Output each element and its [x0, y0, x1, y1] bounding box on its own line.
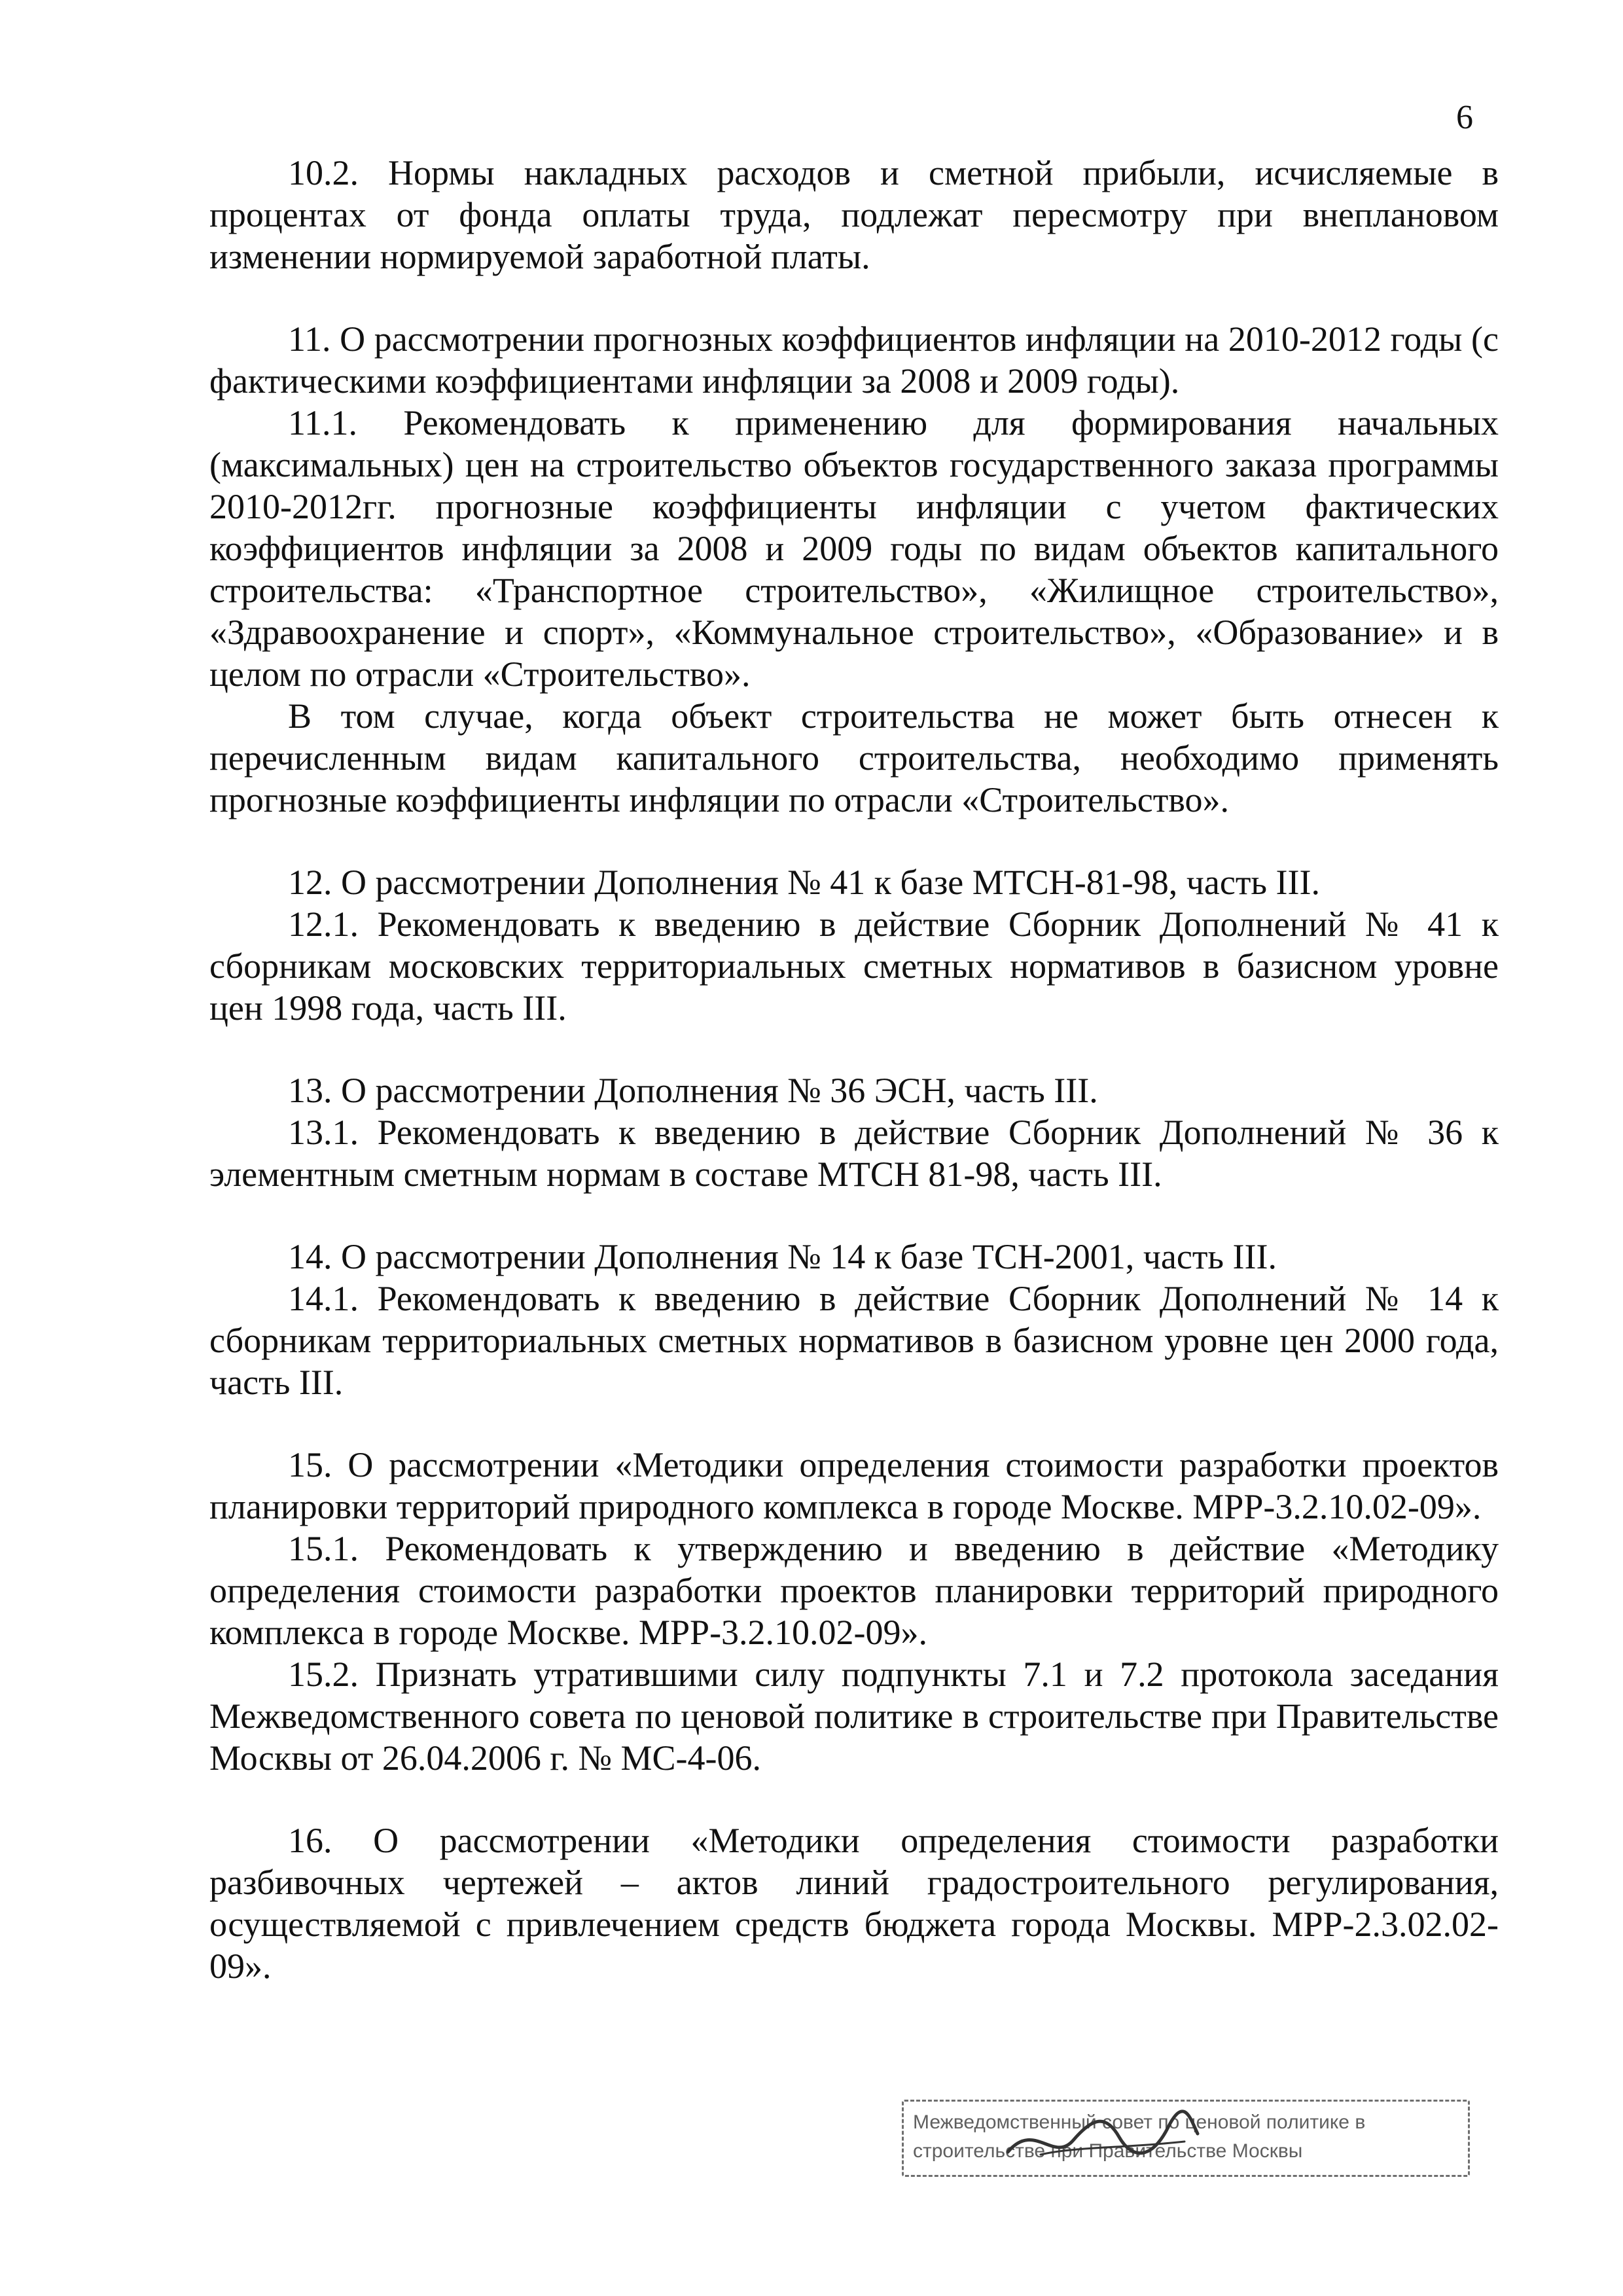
section-spacer	[209, 1779, 1499, 1820]
paragraph-11-1: 11.1. Рекомендовать к применению для формирования начальных (максимальных) цен на строительство объектов государственного заказа программы 2010-2012гг. прогнозные коэффициенты инфляции с учетом фактических коэффициентов инфляции за 2008 и 2009 годы по видам объектов капитального строительства: «Транспортное строительство», «Жилищное строительство», «Здравоохранение и спорт», «Коммунальное строительство», «Образование» и в целом по отрасли «Строительство».	[209, 403, 1499, 694]
paragraph-15: 15. О рассмотрении «Методики определения стоимости разработки проектов планировки территорий природного комплекса в городе Москве. МРР-3.2.10.02-09».	[209, 1445, 1499, 1526]
page-number: 6	[1456, 99, 1473, 136]
paragraph-14: 14. О рассмотрении Дополнения № 14 к базе ТСН-2001, часть III.	[288, 1237, 1277, 1276]
stamp-line-2: строительстве при Правительстве Москвы	[913, 2140, 1303, 2162]
section-spacer	[209, 278, 1499, 318]
paragraph-10-2: 10.2. Нормы накладных расходов и сметной прибыли, исчисляемые в процентах от фонда оплаты труда, подлежат пересмотру при внеплановом изменении нормируемой заработной платы.	[209, 153, 1499, 276]
stamp-line-1: Межведомственный совет по ценовой политике в	[913, 2111, 1366, 2133]
paragraph-14-1: 14.1. Рекомендовать к введению в действие Сборник Дополнений № 14 к сборникам территориальных сметных нормативов в базисном уровне цен 2000 года, часть III.	[209, 1279, 1499, 1402]
paragraph-13-1: 13.1. Рекомендовать к введению в действие Сборник Дополнений № 36 к элементным сметным нормам в составе МТСН 81-98, часть III.	[209, 1113, 1499, 1194]
paragraph-12: 12. О рассмотрении Дополнения № 41 к базе МТСН-81-98, часть III.	[288, 863, 1320, 902]
section-spacer	[209, 1195, 1499, 1236]
paragraph-12-1: 12.1. Рекомендовать к введению в действие Сборник Дополнений № 41 к сборникам московских территориальных сметных нормативов в базисном уровне цен 1998 года, часть III.	[209, 905, 1499, 1028]
section-spacer	[209, 1029, 1499, 1069]
paragraph-16: 16. О рассмотрении «Методики определения стоимости разработки разбивочных чертежей – актов линий градостроительного регулирования, осуществляемой с привлечением средств бюджета города Москвы. МРР-2.3.02.02-09».	[209, 1821, 1499, 1986]
paragraph-11-note: В том случае, когда объект строительства не может быть отнесен к перечисленным видам капитального строительства, необходимо применять прогнозные коэффициенты инфляции по отрасли «Строительство».	[209, 696, 1499, 819]
signature-icon	[995, 2101, 1204, 2173]
paragraph-11: 11. О рассмотрении прогнозных коэффициентов инфляции на 2010-2012 годы (с фактическими коэффициентами инфляции за 2008 и 2009 годы).	[209, 319, 1499, 401]
section-spacer	[209, 821, 1499, 861]
paragraph-15-1: 15.1. Рекомендовать к утверждению и введению в действие «Методику определения стоимости разработки проектов планировки территорий природного комплекса в городе Москве. МРР-3.2.10.02-09».	[209, 1529, 1499, 1652]
paragraph-13: 13. О рассмотрении Дополнения № 36 ЭСН, часть III.	[288, 1071, 1098, 1110]
document-body	[209, 152, 1499, 1987]
paragraph-15-2: 15.2. Признать утратившими силу подпункты 7.1 и 7.2 протокола заседания Межведомственного совета по ценовой политике в строительстве при Правительстве Москвы от 26.04.2006 г. № МС-4-06.	[209, 1655, 1499, 1778]
section-spacer	[209, 1403, 1499, 1444]
